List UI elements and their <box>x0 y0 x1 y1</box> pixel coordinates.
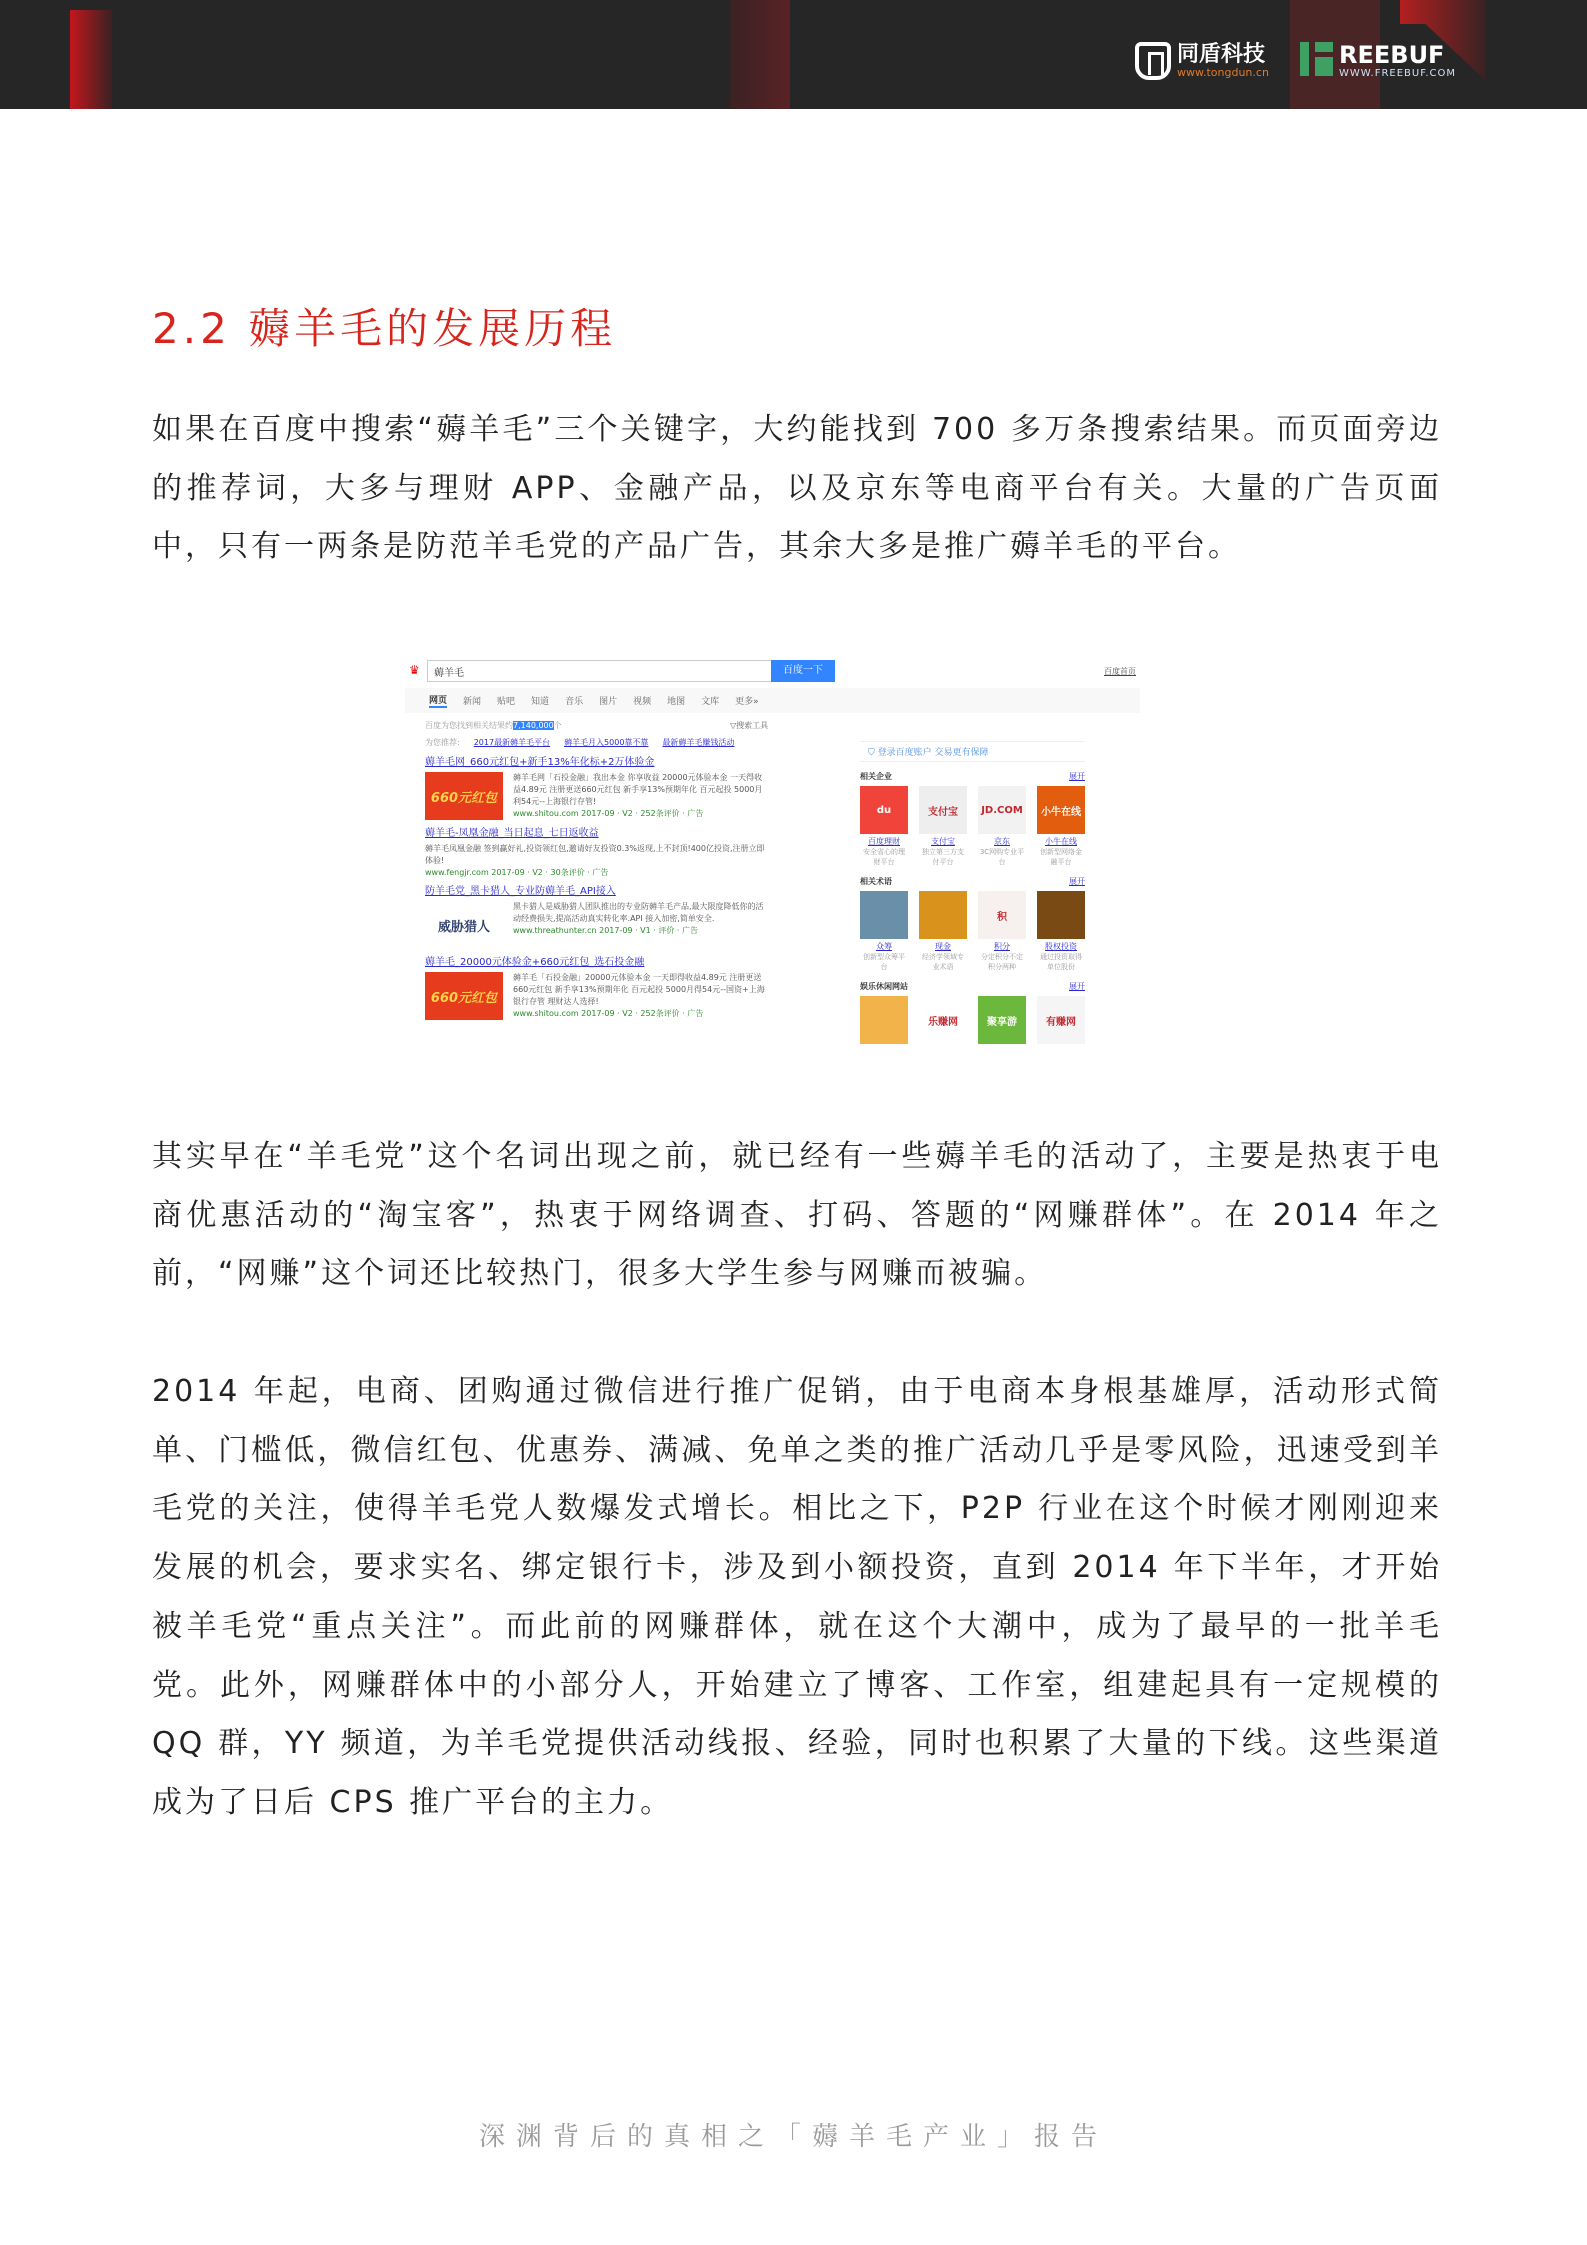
item-logo: 有赚网 <box>1037 996 1085 1044</box>
panel-item <box>978 786 1026 867</box>
panel-item <box>860 891 908 972</box>
search-tab: 新闻 <box>463 697 482 707</box>
panel-item <box>919 891 967 972</box>
result-title: 薅羊毛_20000元体验金+660元红包_选石投金融 <box>425 957 645 968</box>
search-tab: 更多» <box>735 697 759 707</box>
panel-item <box>860 996 908 1044</box>
result-body <box>425 772 770 820</box>
result-title: 防羊毛党_黑卡猎人_专业防薅羊毛_API接入 <box>425 886 616 897</box>
result-desc: 薅羊毛网「石投金融」我出本金 你享收益 20000元体验本金 一天得收益4.89元 注册更送660元红包 新手享13%预期年化 百元起投 5000月利54元--上海银行存管! <box>513 773 763 806</box>
search-tab: 音乐 <box>565 697 584 707</box>
recommendations: 为您推荐: 2017最新薅羊毛平台 薅羊毛月入5000靠不靠 最新薅羊毛赚钱活动 <box>425 738 735 747</box>
panel-grid <box>860 891 1085 972</box>
item-logo: du <box>860 786 908 834</box>
section-title: 相关术语 <box>860 877 892 886</box>
item-name: 众筹 <box>876 942 892 951</box>
panel-item <box>978 996 1026 1044</box>
tongdun-logo <box>1135 42 1269 80</box>
baidu-logo: ♛ <box>409 663 420 677</box>
search-tab: 网页 <box>429 693 447 708</box>
home-link: 百度首页 <box>1104 667 1136 676</box>
item-desc: 创新型众筹平台 <box>863 953 905 971</box>
panel-grid <box>860 996 1085 1044</box>
result-desc: 薅羊毛「石投金融」20000元体验本金 一天即得收益4.89元 注册更送660元红包 新手享13%预期年化 百元起投 5000月得54元--国资+上海银行存管 理财达人选择! <box>513 973 765 1006</box>
expand-link: 展开 <box>1069 982 1085 991</box>
result-count: 百度为您找到相关结果约7,140,000个 <box>425 721 562 730</box>
search-tab: 贴吧 <box>497 697 516 707</box>
search-tab: 视频 <box>633 697 652 707</box>
panel-grid <box>860 786 1085 867</box>
search-input: 薅羊毛 <box>427 660 772 682</box>
item-logo: JD.COM <box>978 786 1026 834</box>
freebuf-logo <box>1300 42 1456 79</box>
result-url: www.fengjr.com 2017-09 · V2 · 30条评价 · 广告 <box>425 868 609 877</box>
login-banner: ⛉ 登录百度账户 交易更有保障 <box>860 741 1085 762</box>
section-title: 娱乐休闲网站 <box>860 982 908 991</box>
item-logo: 积 <box>978 891 1026 939</box>
item-name: 股权投资 <box>1045 942 1077 951</box>
search-result <box>425 885 770 949</box>
logo-url: www.tongdun.cn <box>1177 65 1269 79</box>
search-tabs <box>405 688 1140 713</box>
section-title: 相关企业 <box>860 772 892 781</box>
item-name: 积分 <box>994 942 1010 951</box>
right-panel <box>860 741 1085 1044</box>
search-result <box>425 756 770 820</box>
paragraph: 如果在百度中搜索“薅羊毛”三个关键字，大约能找到 700 多万条搜索结果。而页面旁边的推荐词，大多与理财 APP、金融产品，以及京东等电商平台有关。大量的广告页面中，只有一两条是防范羊毛党的产品广告，其余大多是推广薅羊毛的平台。 <box>152 412 1442 565</box>
item-desc: 通过投资取得单位股份 <box>1040 953 1082 971</box>
result-body <box>425 843 770 878</box>
panel-item <box>1037 891 1085 972</box>
panel-item <box>978 891 1026 972</box>
item-desc: 经济学领域专业术语 <box>922 953 964 971</box>
paragraph: 其实早在“羊毛党”这个名词出现之前，就已经有一些薅羊毛的活动了，主要是热衷于电商优惠活动的“淘宝客”，热衷于网络调查、打码、答题的“网赚群体”。在 2014 年之前，“网赚”这个词还比较热门，很多大学生参与网赚而被骗。 <box>152 1139 1442 1292</box>
result-content <box>425 843 770 878</box>
result-content <box>513 901 770 949</box>
logo-url: WWW.FREEBUF.COM <box>1339 68 1457 79</box>
panel-item <box>919 786 967 867</box>
search-tab: 图片 <box>599 697 618 707</box>
search-results <box>425 756 770 1020</box>
shield-icon <box>1135 42 1171 80</box>
result-content <box>513 772 770 820</box>
search-tab: 知道 <box>531 697 550 707</box>
item-logo <box>919 891 967 939</box>
item-name: 百度理财 <box>868 837 900 846</box>
result-thumbnail: 660元红包 <box>425 772 503 820</box>
result-desc: 薅羊毛凤凰金融 签到赢好礼,投资领红包,邀请好友投资0.3%返现,上不封顶!400亿投资,注册立即体验! <box>425 844 765 865</box>
decor-stripe <box>730 0 790 109</box>
baidu-search-screenshot <box>405 656 1140 1067</box>
section-title: 2.2 薅羊毛的发展历程 <box>152 304 617 353</box>
logo-mark <box>1300 42 1309 76</box>
panel-section-header <box>860 876 1085 887</box>
panel-item <box>919 996 967 1044</box>
panel-item <box>1037 786 1085 867</box>
result-thumbnail: 威胁猎人 <box>425 901 503 949</box>
search-tab: 地图 <box>667 697 686 707</box>
item-desc: 安全省心的理财平台 <box>863 848 905 866</box>
item-name: 现金 <box>935 942 951 951</box>
page-header <box>0 0 1587 109</box>
panel-section-header <box>860 771 1085 782</box>
logo-name: REEBUF <box>1339 41 1445 69</box>
result-url: www.threathunter.cn 2017-09 · V1 · 评价 · 广告 <box>513 926 698 935</box>
logo-mark <box>1315 42 1333 76</box>
result-desc: 黑卡猎人是威胁猎人团队推出的专业防薅羊毛产品,最大限度降低你的活动经费损失,提高活动真实转化率.API 接入加密,简单安全. <box>513 902 764 923</box>
result-thumbnail: 660元红包 <box>425 972 503 1020</box>
paragraph: 2014 年起，电商、团购通过微信进行推广促销，由于电商本身根基雄厚，活动形式简单、门槛低，微信红包、优惠券、满减、免单之类的推广活动几乎是零风险，迅速受到羊毛党的关注，使得羊毛党人数爆发式增长。相比之下，P2P 行业在这个时候才刚刚迎来发展的机会，要求实名、绑定银行卡，涉及到小额投资，直到 2014 年下半年，才开始被羊毛党“重点关注”。而此前的网赚群体，就在这个大潮中，成为了最早的一批羊毛党。此外，网赚群体中的小部分人，开始建立了博客、工作室，组建起具有一定规模的 QQ 群，YY 频道，为羊毛党提供活动线报、经验，同时也积累了大量的下线。这些渠道成为了日后 CPS 推广平台的主力。 <box>152 1374 1442 1820</box>
item-logo: 乐赚网 <box>919 996 967 1044</box>
item-name: 支付宝 <box>931 837 955 846</box>
item-logo <box>860 996 908 1044</box>
item-logo: 支付宝 <box>919 786 967 834</box>
panel-item <box>1037 996 1085 1044</box>
result-title: 薅羊毛网_660元红包+新手13%年化标+2万体验金 <box>425 757 655 768</box>
result-title: 薅羊毛-凤凰金融_当日起息_七日返收益 <box>425 828 599 839</box>
result-url: www.shitou.com 2017-09 · V2 · 252条评价 · 广告 <box>513 1009 704 1018</box>
item-logo: 小牛在线 <box>1037 786 1085 834</box>
search-tools: ▽搜索工具 <box>730 721 769 730</box>
panel-section-header <box>860 981 1085 992</box>
recommend-link: 薅羊毛月入5000靠不靠 <box>564 738 649 747</box>
page-footer: 深渊背后的真相之「薅羊毛产业」报告 <box>478 2122 1108 2152</box>
item-desc: 创新型网络金融平台 <box>1040 848 1082 866</box>
panel-item <box>860 786 908 867</box>
result-content <box>513 972 770 1020</box>
recommend-link: 最新薅羊毛赚钱活动 <box>662 738 735 747</box>
recommend-link: 2017最新薅羊毛平台 <box>473 738 551 747</box>
item-name: 小牛在线 <box>1045 837 1077 846</box>
result-body <box>425 972 770 1020</box>
item-logo: 聚享游 <box>978 996 1026 1044</box>
decor-stripe <box>70 10 112 109</box>
result-url: www.shitou.com 2017-09 · V2 · 252条评价 · 广告 <box>513 809 704 818</box>
item-desc: 独立第三方支付平台 <box>922 848 964 866</box>
item-logo <box>1037 891 1085 939</box>
search-result <box>425 956 770 1020</box>
item-name: 京东 <box>994 837 1010 846</box>
search-result <box>425 827 770 878</box>
result-body <box>425 901 770 949</box>
search-button: 百度一下 <box>771 660 835 682</box>
item-desc: 分定积分不定积分两种 <box>981 953 1023 971</box>
item-logo <box>860 891 908 939</box>
logo-name: 同盾科技 <box>1177 41 1266 67</box>
expand-link: 展开 <box>1069 877 1085 886</box>
expand-link: 展开 <box>1069 772 1085 781</box>
item-desc: 3C网购专业平台 <box>979 848 1025 866</box>
search-tab: 文库 <box>701 697 720 707</box>
